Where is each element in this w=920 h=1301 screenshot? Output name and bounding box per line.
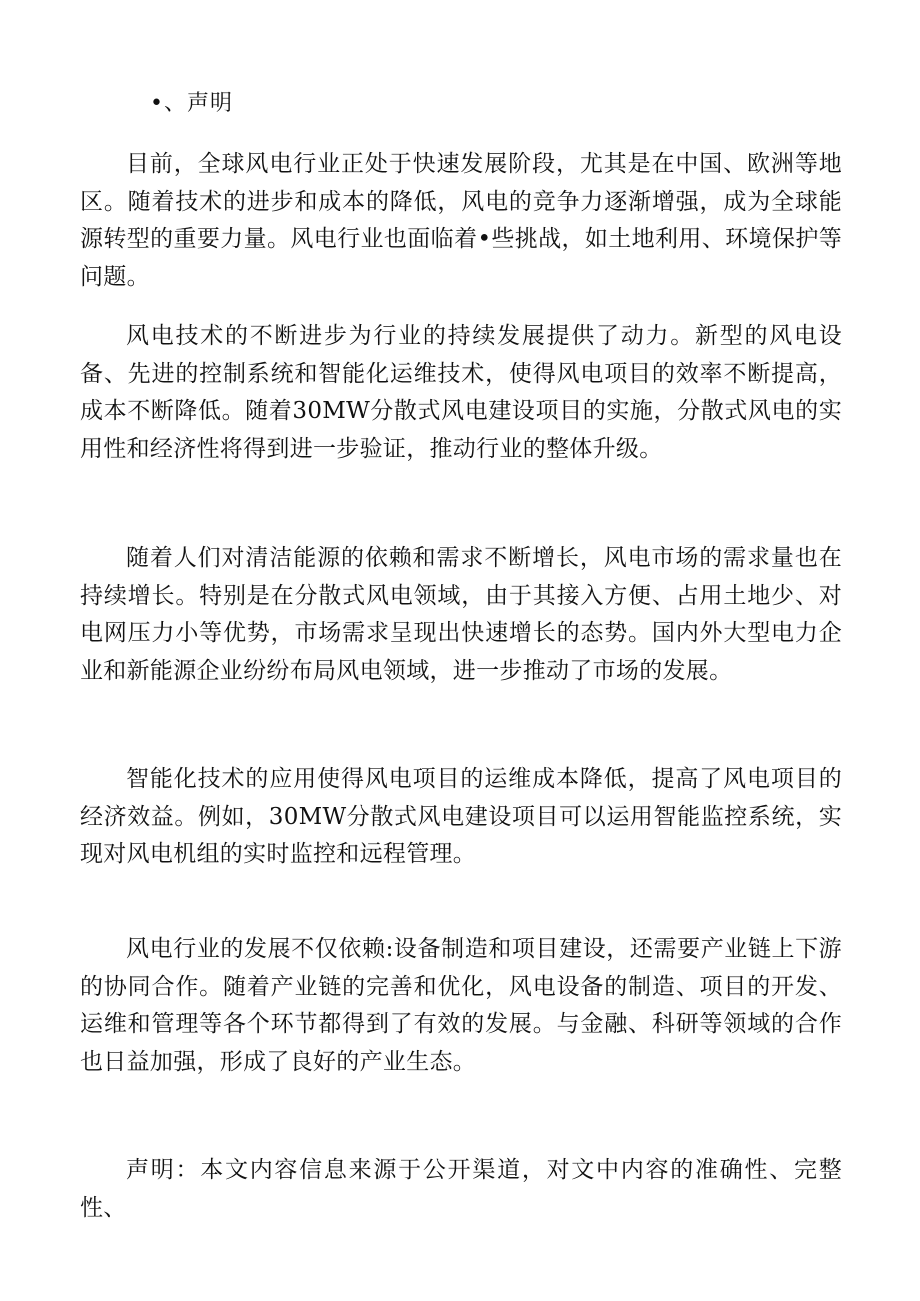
paragraph-industry-chain: 风电行业的发展不仅依赖:设备制造和项目建设，还需要产业链上下游的协同合作。随着产业链的完善和优化，风电设备的制造、项目的开发、运维和管理等各个环节都得到了有效的发展。与金融、科研等领域的合作也日益加强，形成了良好的产业生态。	[80, 936, 842, 1075]
paragraph-industry-status: 目前，全球风电行业正处于快速发展阶段，尤其是在中国、欧洲等地区。随着技术的进步和成本的降低，风电的竞争力逐渐增强，成为全球能源转型的重要力量。风电行业也面临着•些挑战，如土地利用、环境保护等问题。	[80, 151, 842, 290]
paragraph-technology-progress: 风电技术的不断进步为行业的持续发展提供了动力。新型的风电设备、先进的控制系统和智能化运维技术，使得风电项目的效率不断提高，成本不断降低。随着30MW分散式风电建设项目的实施，分散式风电的实用性和经济性将得到进一步验证，推动行业的整体升级。	[80, 323, 842, 462]
paragraph-intelligent-technology: 智能化技术的应用使得风电项目的运维成本降低，提高了风电项目的经济效益。例如，30MW分散式风电建设项目可以运用智能监控系统，实现对风电机组的实时监控和远程管理。	[80, 766, 842, 867]
paragraph-market-demand: 随着人们对清洁能源的依赖和需求不断增长，风电市场的需求量也在持续增长。特别是在分散式风电领域，由于其接入方便、占用土地少、对电网压力小等优势，市场需求呈现出快速增长的态势。国内外大型电力企业和新能源企业纷纷布局风电领域，进一步推动了市场的发展。	[80, 545, 842, 684]
section-heading: •、声明	[150, 91, 233, 116]
paragraph-disclaimer: 声明：本文内容信息来源于公开渠道，对文中内容的准确性、完整性、	[80, 1157, 842, 1221]
